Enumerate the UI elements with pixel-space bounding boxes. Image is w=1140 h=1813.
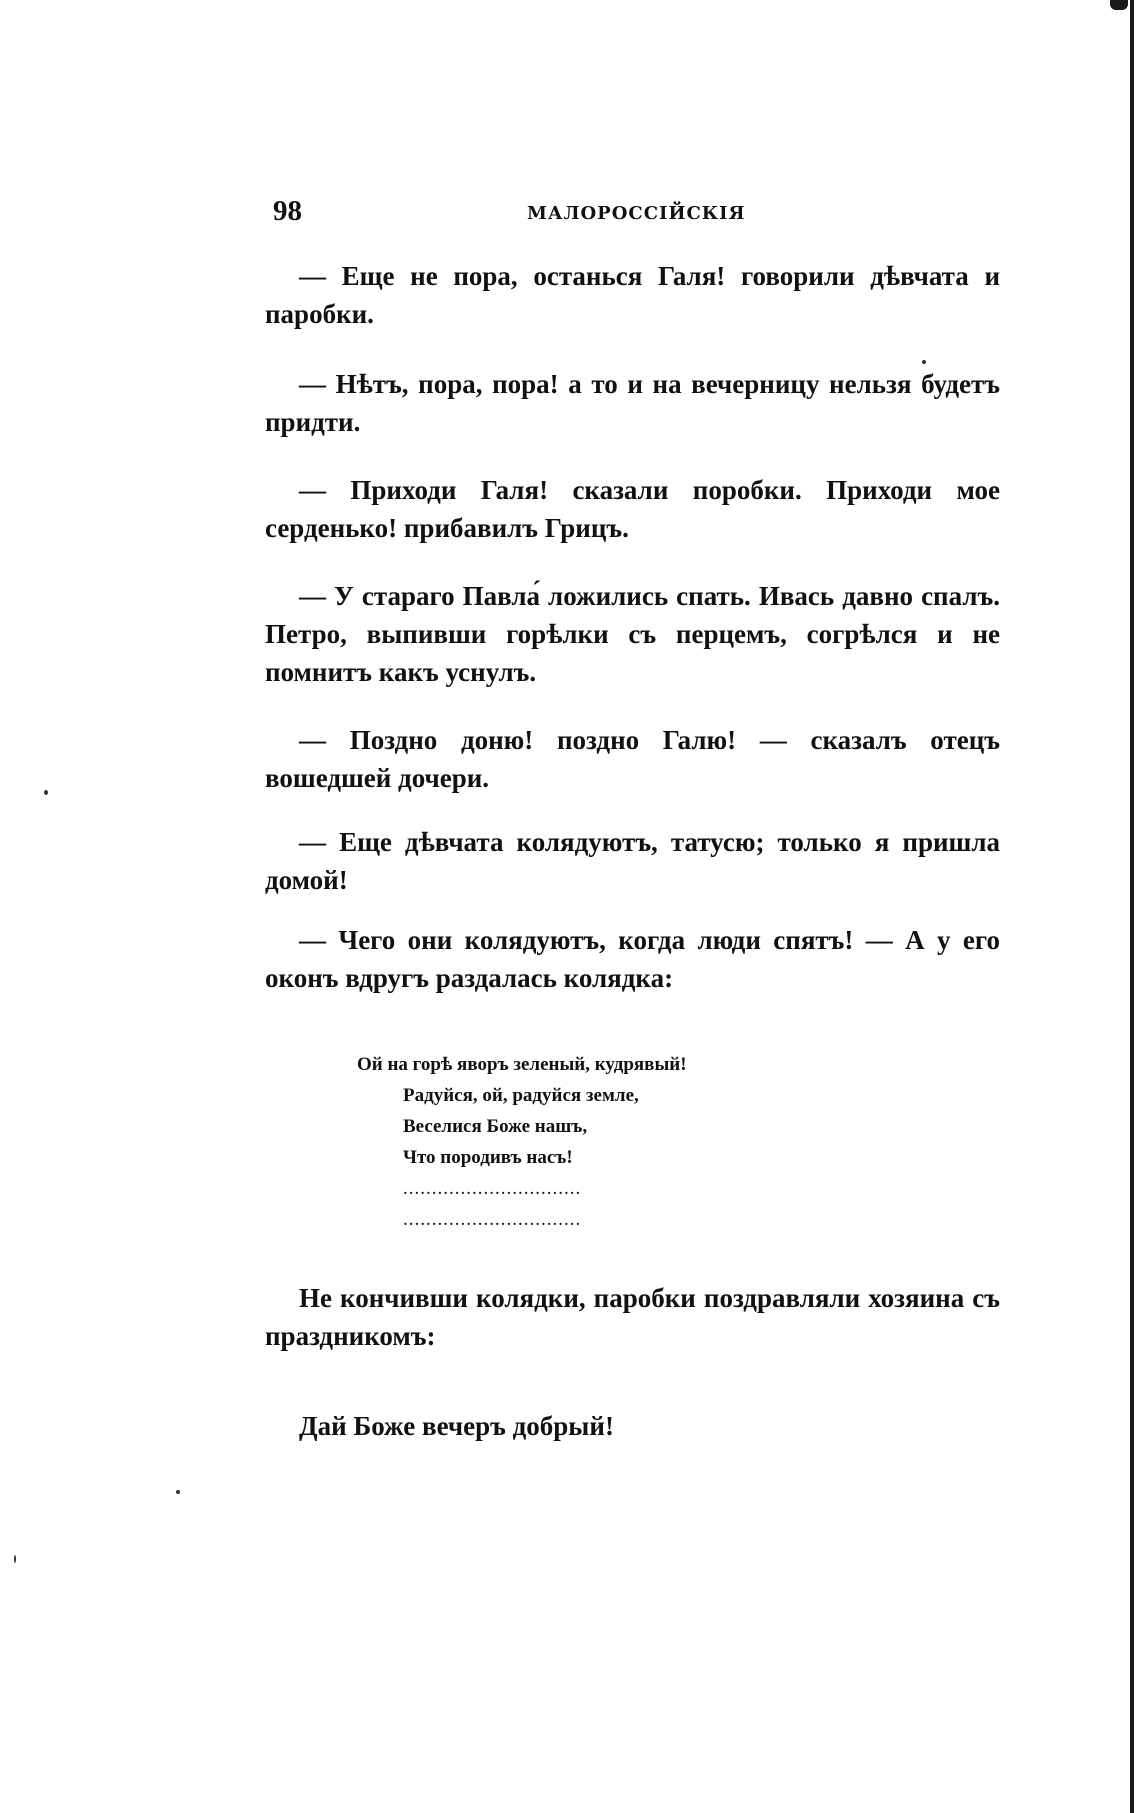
ellipsis-line: ...............................: [403, 1209, 582, 1230]
paragraph: — У стараго Павла́ ложились спать. Ивась давно спалъ. Петро, выпивши горѣлки съ перцемъ, согрѣлся и не помнитъ какъ уснулъ.: [265, 581, 1000, 687]
paragraph: — Нѣтъ, пора, пора! а то и на вечерницу нельзя будетъ придти.: [265, 369, 1000, 437]
book-page: [265, 195, 1000, 1445]
page-number: 98: [273, 195, 302, 227]
verse-line: Что породивъ насъ!: [403, 1147, 573, 1168]
paragraph: — Еще не пора, останься Галя! говорили дѣвчата и паробки.: [265, 261, 1000, 329]
paragraph: — Чего они колядуютъ, когда люди спятъ! — А у его оконъ вдругъ раздалась колядка:: [265, 925, 1000, 993]
carol-verse: [357, 1049, 1000, 1235]
ellipsis-line: ...............................: [403, 1178, 582, 1199]
final-line: Дай Боже вечеръ добрый!: [299, 1411, 614, 1441]
running-head: МАЛОРОССІЙСКІЯ: [527, 203, 746, 224]
verse-line: Веселися Боже нашъ,: [403, 1116, 588, 1137]
paragraph: — Приходи Галя! сказали поробки. Приходи мое серденько! прибавилъ Грицъ.: [265, 475, 1000, 543]
paragraph: Не кончивши колядки, паробки поздравляли хозяина съ праздникомъ:: [265, 1283, 1000, 1351]
paragraph: — Поздно доню! поздно Галю! — сказалъ отецъ вошедшей дочери.: [265, 725, 1000, 793]
verse-line: Радуйся, ой, радуйся земле,: [403, 1085, 639, 1106]
speck: [14, 1555, 16, 1563]
speck: [176, 1490, 180, 1494]
paragraph: — Еще дѣвчата колядуютъ, татусю; только я пришла домой!: [265, 827, 1000, 895]
speck: [44, 790, 48, 795]
verse-line: Ой на горѣ яворъ зеленый, кудрявый!: [357, 1054, 687, 1075]
page-header: [265, 195, 1000, 235]
scan-edge: [1130, 0, 1134, 1813]
scan-edge-mark: [1110, 0, 1128, 10]
